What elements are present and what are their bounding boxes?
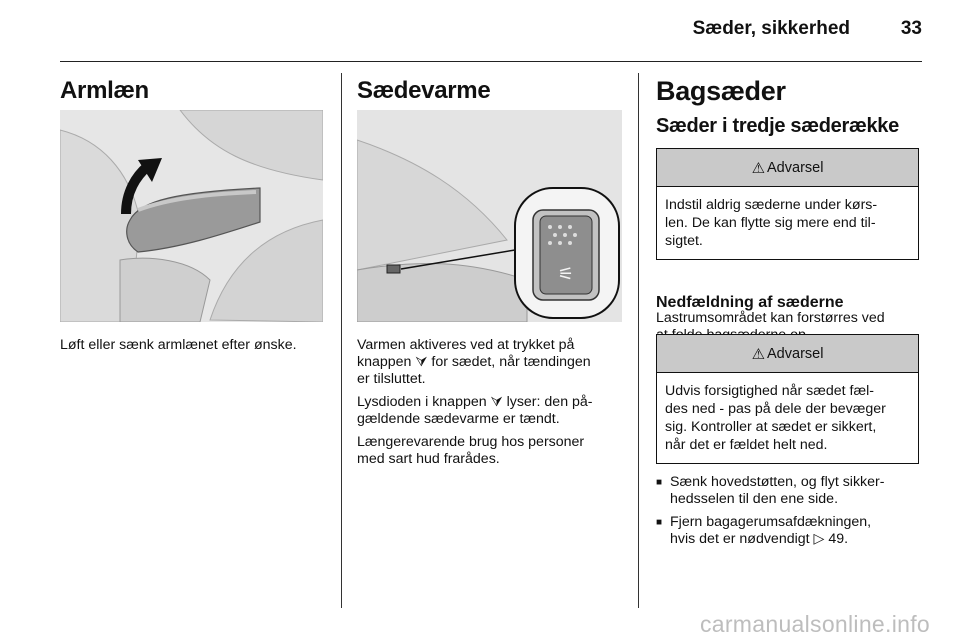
warning-icon: ⚠	[751, 345, 766, 363]
armrest-caption: Løft eller sænk armlænet efter ønske.	[60, 337, 297, 353]
list-item-text	[670, 474, 884, 508]
section-heading-armrest: Armlæn	[60, 77, 149, 104]
fold-heading: Nedfældning af sæderne	[656, 294, 844, 311]
list-item-text	[670, 514, 871, 548]
seat-heating-text	[357, 337, 629, 468]
text-line: sig. Kontroller at sædet er sikkert,	[665, 419, 877, 435]
text-line: len. De kan flytte sig mere end til-	[665, 215, 876, 231]
bullet-list	[656, 474, 928, 548]
paragraph	[357, 434, 629, 468]
warning-body	[657, 187, 918, 259]
column-divider	[341, 73, 342, 608]
text-line: Udvis forsigtighed når sædet fæl-	[665, 383, 874, 399]
running-header-title: Sæder, sikkerhed	[692, 18, 850, 39]
text-line: Længerevarende brug hos personer	[357, 434, 585, 450]
text-line: Indstil aldrig sæderne under kørs-	[665, 197, 878, 213]
watermark: carmanualsonline.info	[699, 611, 930, 637]
text-line: des ned - pas på dele der bevæger	[665, 401, 886, 417]
text-line: er tilsluttet.	[357, 371, 426, 387]
text-line: når det er fældet helt ned.	[665, 437, 828, 453]
list-item	[656, 474, 928, 508]
list-item	[656, 514, 928, 548]
warning-body	[657, 373, 918, 463]
warning-box-2	[656, 334, 919, 464]
header-rule	[60, 61, 922, 62]
warning-header	[657, 149, 918, 187]
warning-title: Advarsel	[767, 345, 824, 362]
text-line: hvis det er nødvendigt ▷ 49.	[670, 531, 849, 547]
text-line: sigtet.	[665, 233, 703, 249]
warning-box-1	[656, 148, 919, 260]
warning-header	[657, 335, 918, 373]
bullet-marker: ■	[656, 517, 663, 528]
paragraph	[357, 337, 629, 388]
page-number: 33	[900, 18, 922, 39]
text-line: Fjern bagagerumsafdækningen,	[670, 514, 872, 530]
text-line: knappen ⮛ for sædet, når tændingen	[357, 354, 591, 370]
text-line: Lastrumsområdet kan forstørres ved	[656, 310, 885, 326]
section-heading-rear-seats: Bagsæder	[656, 76, 786, 106]
bullet-marker: ■	[656, 477, 663, 488]
text-line: gældende sædevarme er tændt.	[357, 411, 560, 427]
text-line: Varmen aktiveres ved at trykket på	[357, 337, 575, 353]
text-line: med sart hud frarådes.	[357, 451, 500, 467]
warning-title: Advarsel	[767, 159, 824, 176]
svg-text:⚟: ⚟	[557, 264, 575, 285]
column-divider	[638, 73, 639, 608]
warning-icon: ⚠	[751, 159, 766, 177]
section-heading-seat-heating: Sædevarme	[357, 77, 491, 104]
text-line: Sænk hovedstøtten, og flyt sikker-	[670, 474, 885, 490]
armrest-illustration	[60, 110, 323, 322]
paragraph	[357, 394, 629, 428]
text-line: hedsselen til den ene side.	[670, 491, 839, 507]
text-line: Lysdioden i knappen ⮛ lyser: den på-	[357, 394, 593, 410]
subheading-third-row: Sæder i tredje sæderække	[656, 115, 899, 137]
seat-heating-illustration	[357, 110, 622, 322]
